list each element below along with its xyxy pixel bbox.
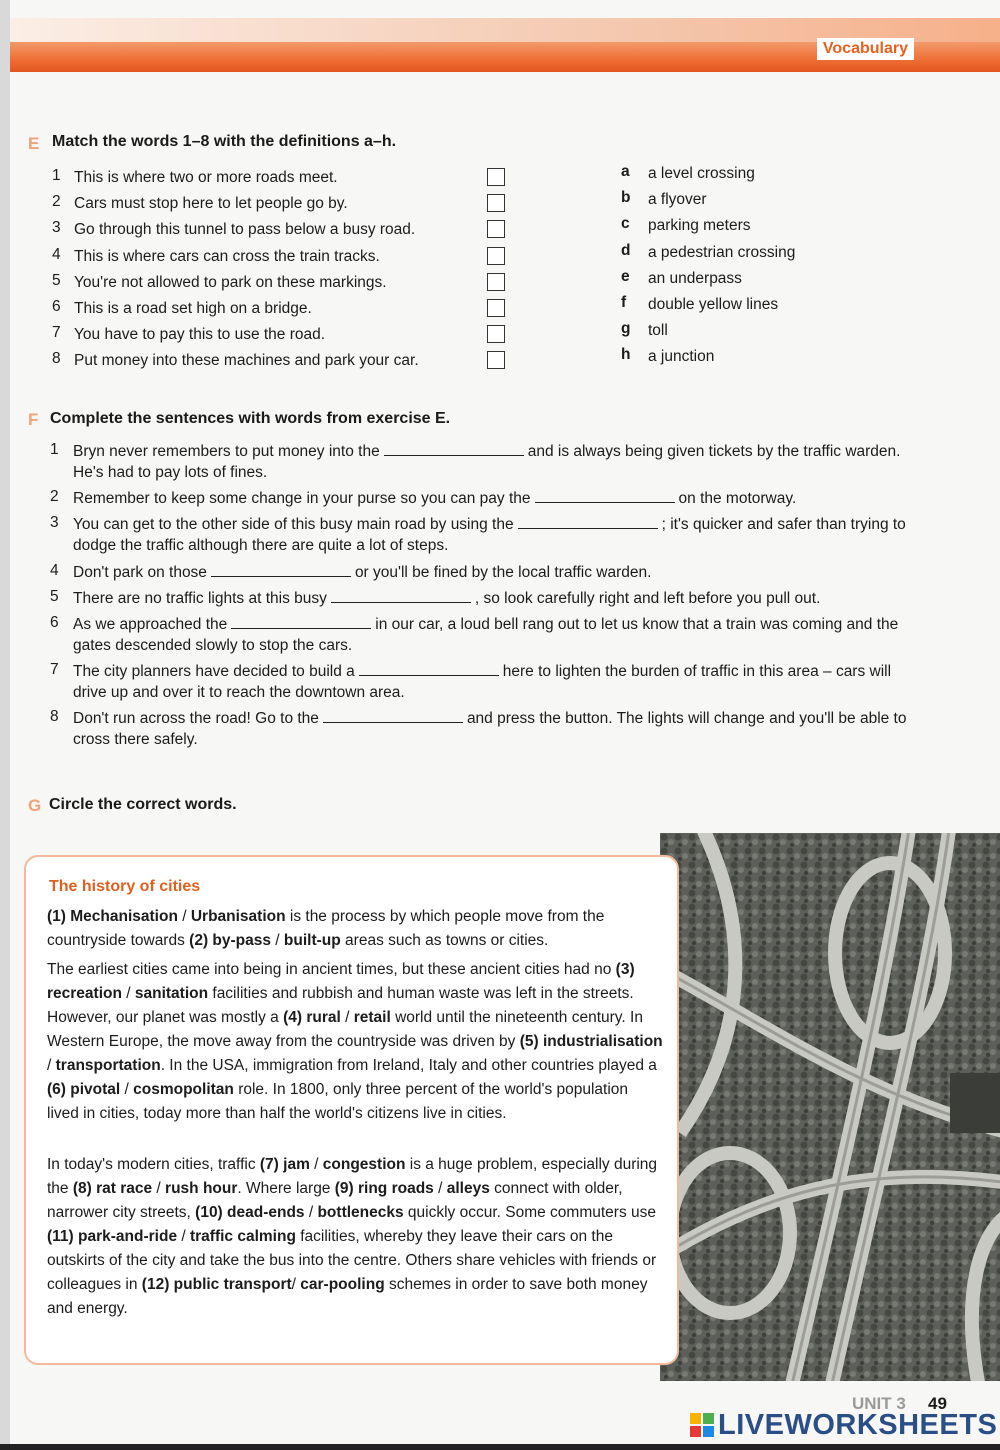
sentence-start: Don't park on those [73, 564, 207, 581]
highway-interchange-photo [660, 833, 1000, 1381]
fill-in-sentence [73, 708, 918, 750]
item-number: 6 [50, 614, 59, 631]
match-sentence: You're not allowed to park on these markings. [74, 273, 387, 291]
answer-blank[interactable] [331, 590, 471, 603]
word-choice[interactable]: (3) recreation [47, 961, 635, 1002]
word-choice[interactable]: (7) jam [259, 1156, 310, 1173]
word-choice[interactable]: transportation [55, 1057, 161, 1074]
passage-text: connect with older, narrower city streets, [47, 1180, 623, 1221]
passage-text: role. In 1800, only three percent of the world's population lived in cities, today more than half the world's citizens live in cities. [47, 1081, 629, 1122]
reading-paragraph-1 [47, 905, 663, 953]
sentence-end: , so look carefully right and left before you pull out. [474, 590, 821, 607]
definition-letter: a [621, 163, 630, 180]
passage-text: In today's modern cities, traffic [47, 1156, 260, 1173]
exercise-e-title: Match the words 1–8 with the definitions a–h. [52, 133, 397, 150]
word-choice[interactable]: (6) pivotal [47, 1081, 121, 1098]
answer-blank[interactable] [231, 616, 371, 629]
word-choice[interactable]: car-pooling [300, 1276, 385, 1293]
definition-text: parking meters [648, 217, 751, 235]
word-choice[interactable]: (4) rural [283, 1009, 341, 1026]
match-sentence: This is where cars can cross the train tracks. [74, 247, 380, 265]
word-choice[interactable]: Urbanisation [190, 908, 286, 925]
answer-blank[interactable] [359, 663, 499, 676]
passage-text: The earliest cities came into being in ancient times, but these ancient cities had no [47, 961, 616, 978]
answer-box[interactable] [487, 168, 505, 186]
passage-text: / [120, 1081, 134, 1098]
fill-in-sentence [73, 514, 918, 556]
section-title: Vocabulary [817, 38, 914, 60]
passage-text: / [340, 1009, 354, 1026]
word-choice[interactable]: (10) dead-ends [195, 1204, 305, 1221]
answer-blank[interactable] [211, 564, 351, 577]
interchange-illustration [660, 833, 1000, 1381]
match-sentence: Go through this tunnel to pass below a busy road. [74, 221, 416, 239]
answer-box[interactable] [487, 194, 505, 212]
item-number: 2 [50, 488, 59, 505]
definition-letter: h [621, 346, 631, 364]
word-choice[interactable]: (8) rat race [72, 1180, 153, 1197]
match-sentence: You have to pay this to use the road. [74, 326, 326, 344]
definition-letter: b [621, 189, 631, 207]
match-sentence: Cars must stop here to let people go by. [74, 195, 348, 213]
word-choice[interactable]: (2) by-pass [189, 932, 271, 949]
sentence-start: There are no traffic lights at this busy [73, 590, 327, 607]
answer-blank[interactable] [535, 490, 675, 503]
definition-letter: f [621, 294, 627, 311]
passage-text: / [121, 985, 135, 1002]
passage-text: quickly occur. Some commuters use [403, 1204, 657, 1221]
passage-text: areas such as towns or cities. [340, 932, 549, 949]
answer-box[interactable] [487, 273, 505, 291]
word-choice[interactable]: (9) ring roads [334, 1180, 434, 1197]
definition-text: toll [648, 322, 668, 340]
passage-text: world until the nineteenth century. In Western Europe, the move away from the countryside was driven by [47, 1009, 643, 1050]
definition-text: a flyover [648, 191, 707, 209]
passage-text: facilities and rubbish and human waste was left in the streets. However, our planet was mostly a [47, 985, 634, 1026]
sentence-end: in our car, a loud bell rang out to let us know that a train was coming and the gates descended slowly to stop the cars. [73, 616, 899, 654]
answer-box[interactable] [487, 220, 505, 238]
answer-blank[interactable] [384, 443, 524, 456]
liveworksheets-logo-icon [690, 1413, 714, 1437]
sentence-end: and press the button. The lights will change and you'll be able to cross there safely. [73, 710, 907, 748]
fill-in-sentence [73, 614, 918, 656]
answer-blank[interactable] [323, 710, 463, 723]
item-number: 5 [50, 588, 59, 605]
item-number: 4 [52, 245, 61, 263]
definition-text: an underpass [648, 269, 742, 287]
passage-text: / [291, 1276, 301, 1293]
passage-text: / [47, 1057, 56, 1074]
item-number: 3 [50, 514, 59, 531]
word-choice[interactable]: retail [353, 1009, 391, 1026]
fill-in-sentence [73, 661, 918, 703]
page-edge [0, 0, 10, 1450]
answer-box[interactable] [487, 299, 505, 317]
word-choice[interactable]: cosmopolitan [133, 1081, 234, 1098]
passage-text: / [433, 1180, 447, 1197]
passage-text: / [177, 1228, 190, 1245]
passage-text: / [304, 1204, 318, 1221]
passage-text: . Where large [237, 1180, 335, 1197]
definition-text: a pedestrian crossing [648, 243, 796, 261]
word-choice[interactable]: sanitation [134, 985, 209, 1002]
item-number: 1 [52, 167, 61, 184]
passage-text: is a huge problem, especially during the [47, 1156, 658, 1197]
exercise-g-letter: G [28, 796, 42, 815]
passage-text: . In the USA, immigration from Ireland, Italy and other countries played a [160, 1057, 657, 1074]
answer-box[interactable] [487, 325, 505, 343]
reading-title: The history of cities [49, 878, 201, 895]
definition-text: a junction [648, 348, 715, 366]
passage-text: / [309, 1156, 323, 1173]
definition-letter: d [621, 241, 631, 259]
sentence-start: Remember to keep some change in your purse so you can pay the [73, 490, 531, 507]
passage-text: / [271, 932, 284, 949]
match-sentence: This is where two or more roads meet. [74, 169, 338, 186]
fill-in-sentence [73, 441, 918, 483]
sentence-end: here to lighten the burden of traffic in this area – cars will drive up and over it to reach the downtown area. [73, 663, 892, 701]
liveworksheets-brand[interactable]: LIVEWORKSHEETS [718, 1409, 998, 1441]
answer-blank[interactable] [518, 516, 658, 529]
passage-text: schemes in order to save both money and energy. [47, 1276, 648, 1317]
word-choice[interactable]: traffic calming [189, 1228, 296, 1245]
word-choice[interactable]: congestion [322, 1156, 406, 1173]
passage-text: facilities, whereby they leave their cars on the outskirts of the city and take the bus into the centre. Others share vehicles with friends or colleagues in [47, 1228, 657, 1293]
word-choice[interactable]: alleys [446, 1180, 490, 1197]
item-number: 3 [52, 219, 61, 237]
word-choice[interactable]: bottlenecks [317, 1204, 404, 1221]
definition-text: double yellow lines [648, 296, 779, 313]
bottom-edge [0, 1444, 1000, 1450]
word-choice[interactable]: (1) Mechanisation [47, 908, 178, 925]
reading-paragraph-3 [47, 1153, 663, 1321]
sentence-start: The city planners have decided to build a [73, 663, 355, 680]
passage-text: is the process by which people move from the countryside towards [47, 908, 605, 949]
fill-in-sentence [73, 488, 918, 509]
item-number: 2 [52, 193, 61, 211]
exercise-e-letter: E [28, 134, 40, 153]
unit-label: UNIT 3 [852, 1394, 906, 1413]
sentence-start: As we approached the [73, 616, 228, 633]
match-sentence: Put money into these machines and park your car. [74, 352, 419, 370]
word-choice[interactable]: built-up [283, 932, 341, 949]
definition-text: a level crossing [648, 165, 755, 182]
sentence-start: Don't run across the road! Go to the [73, 710, 319, 727]
sentence-start: Bryn never remembers to put money into the [73, 443, 380, 460]
sentence-end: ; it's quicker and safer than trying to dodge the traffic although there are quite a lot of steps. [73, 516, 906, 554]
item-number: 7 [50, 661, 59, 678]
fill-in-sentence [73, 562, 918, 583]
passage-text: / [152, 1180, 166, 1197]
exercise-g-title: Circle the correct words. [49, 796, 237, 813]
item-number: 8 [50, 708, 59, 725]
sentence-start: You can get to the other side of this busy main road by using the [73, 516, 514, 533]
word-choice[interactable]: (11) park-and-ride [47, 1228, 178, 1245]
word-choice[interactable]: (5) industrialisation [519, 1033, 663, 1050]
answer-box[interactable] [487, 351, 505, 369]
item-number: 6 [52, 298, 61, 315]
word-choice[interactable]: rush hour [165, 1180, 238, 1197]
item-number: 5 [52, 271, 61, 289]
fill-in-sentence [73, 588, 918, 609]
sentence-end: or you'll be fined by the local traffic warden. [354, 564, 652, 581]
item-number: 8 [52, 350, 61, 368]
item-number: 4 [50, 562, 59, 579]
word-choice[interactable]: (12) public transport [141, 1276, 292, 1293]
match-sentence: This is a road set high on a bridge. [74, 300, 312, 317]
definition-letter: c [621, 215, 630, 233]
passage-text: / [177, 908, 191, 925]
item-number: 7 [52, 324, 61, 342]
reading-paragraph-2 [47, 958, 663, 1126]
sentence-end: and is always being given tickets by the traffic warden. He's had to pay lots of fines. [73, 443, 901, 481]
page-number: 49 [928, 1394, 947, 1413]
exercise-f-title: Complete the sentences with words from exercise E. [50, 410, 451, 427]
definition-letter: g [621, 320, 631, 338]
answer-box[interactable] [487, 247, 505, 265]
exercise-f-letter: F [28, 410, 39, 429]
definition-letter: e [621, 267, 630, 285]
item-number: 1 [50, 441, 59, 458]
sentence-end: on the motorway. [678, 490, 797, 507]
